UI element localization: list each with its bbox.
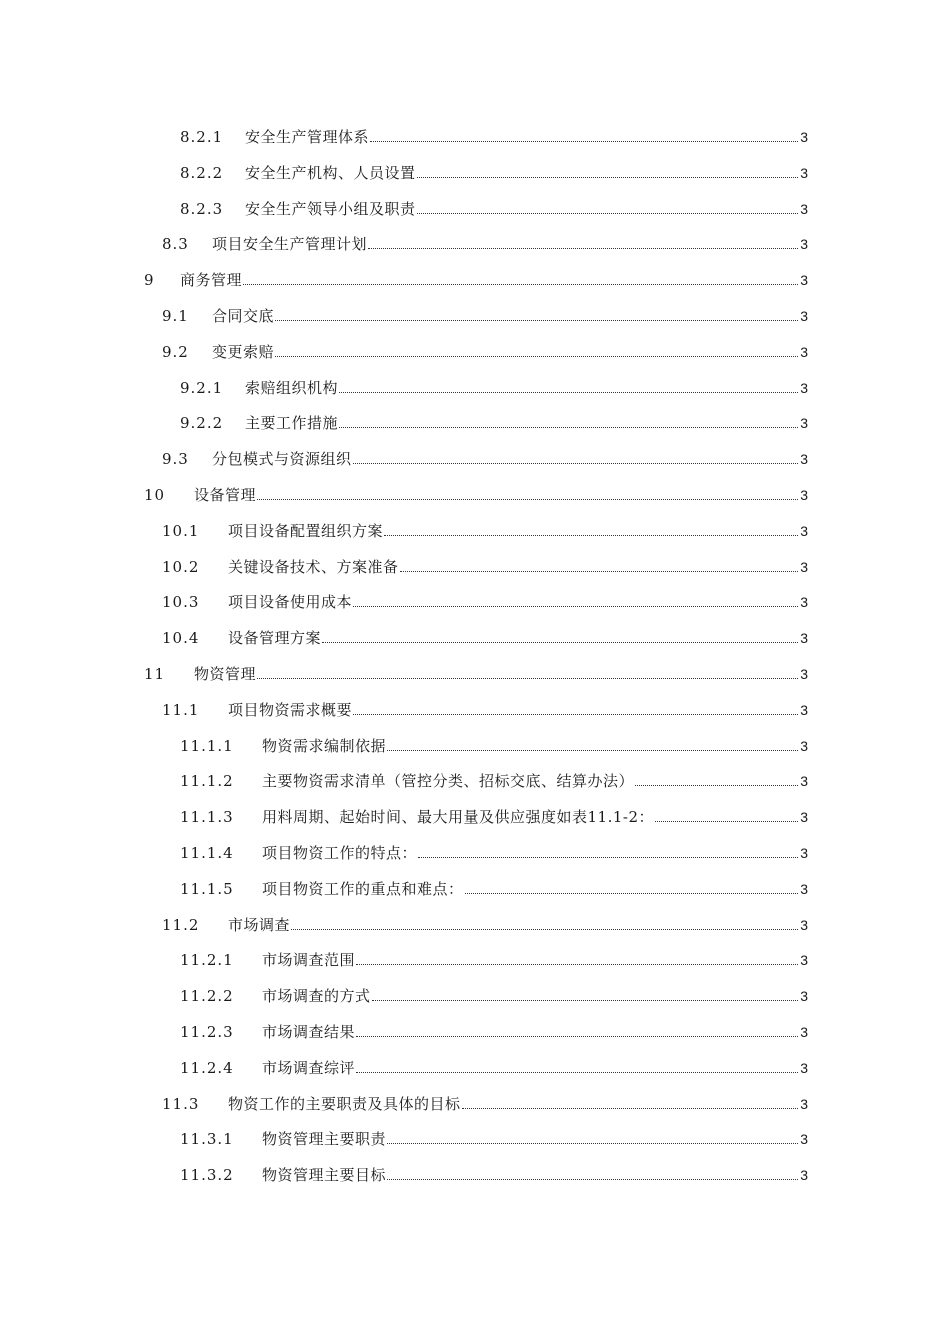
toc-entry-page-number: 3 — [800, 486, 808, 503]
toc-entry-number: 11.1.5 — [180, 879, 234, 898]
toc-entry-page-number: 3 — [800, 307, 808, 324]
toc-entry[interactable] — [0, 118, 950, 154]
toc-entry-page-number: 3 — [800, 737, 808, 754]
toc-entry-title: 市场调查结果 — [262, 1022, 356, 1041]
toc-entry[interactable] — [0, 977, 950, 1013]
toc-entry[interactable] — [0, 906, 950, 942]
toc-entry[interactable] — [0, 834, 950, 870]
toc-dot-leader — [257, 499, 798, 500]
toc-entry-line — [180, 1057, 808, 1078]
toc-entry-title: 设备管理 — [194, 485, 257, 504]
toc-entry-page-number: 3 — [800, 379, 808, 396]
toc-entry-page-number: 3 — [800, 236, 808, 253]
toc-entry-page-number: 3 — [800, 558, 808, 575]
toc-dot-leader — [635, 785, 798, 786]
toc-dot-leader — [417, 177, 799, 178]
toc-entry[interactable] — [0, 369, 950, 405]
toc-entry-line — [180, 842, 808, 863]
toc-entry-page-number: 3 — [800, 451, 808, 468]
toc-entry-title: 物资工作的主要职责及具体的目标 — [228, 1094, 461, 1113]
toc-entry-title: 物资管理主要职责 — [262, 1130, 387, 1149]
toc-entry-number: 10.3 — [162, 593, 200, 612]
toc-entry-title: 索赔组织机构 — [245, 378, 339, 397]
table-of-contents — [0, 118, 950, 1192]
toc-entry-number: 11.3.2 — [180, 1166, 234, 1185]
toc-dot-leader — [339, 427, 798, 428]
toc-entry-line — [180, 949, 808, 970]
toc-dot-leader — [387, 1143, 798, 1144]
toc-dot-leader — [372, 1000, 799, 1001]
toc-entry-page-number: 3 — [800, 594, 808, 611]
toc-entry-title: 项目设备使用成本 — [228, 593, 353, 612]
toc-entry[interactable] — [0, 655, 950, 691]
toc-entry-line — [180, 198, 808, 219]
toc-entry-page-number: 3 — [800, 522, 808, 539]
toc-dot-leader — [353, 463, 799, 464]
toc-entry-line — [180, 126, 808, 147]
toc-entry-line — [162, 233, 808, 254]
toc-entry-line — [180, 1021, 808, 1042]
toc-entry-title: 市场调查范围 — [262, 951, 356, 970]
toc-entry-title: 设备管理方案 — [228, 629, 322, 648]
toc-entry-number: 8.2.2 — [180, 163, 224, 182]
toc-entry-title: 项目物资工作的特点： — [262, 843, 418, 862]
toc-entry-line — [180, 735, 808, 756]
toc-entry[interactable] — [0, 1085, 950, 1121]
toc-entry-number: 11.1 — [162, 700, 200, 719]
toc-entry-title: 物资管理主要目标 — [262, 1166, 387, 1185]
toc-entry-title: 市场调查 — [228, 915, 291, 934]
toc-dot-leader — [353, 606, 798, 607]
toc-dot-leader — [370, 141, 798, 142]
toc-entry-number: 8.2.1 — [180, 128, 224, 146]
toc-entry-number: 11.1.3 — [180, 808, 234, 827]
toc-entry-title: 主要物资需求清单（管控分类、招标交底、结算办法） — [262, 772, 635, 791]
toc-entry-number: 11.2.3 — [180, 1022, 234, 1041]
toc-entry-page-number: 3 — [800, 844, 808, 861]
toc-entry-page-number: 3 — [800, 916, 808, 933]
toc-entry-number: 11 — [144, 664, 166, 683]
toc-dot-leader — [387, 750, 798, 751]
toc-entry-page-number: 3 — [800, 164, 808, 181]
toc-entry-line — [162, 448, 808, 469]
toc-entry-page-number: 3 — [800, 773, 808, 790]
toc-entry-line — [144, 484, 808, 505]
toc-entry-number: 11.1.4 — [180, 843, 234, 862]
toc-entry-line — [180, 878, 808, 899]
toc-dot-leader — [400, 571, 799, 572]
toc-entry[interactable] — [0, 619, 950, 655]
toc-entry-title: 项目设备配置组织方案 — [228, 521, 384, 540]
toc-dot-leader — [384, 535, 798, 536]
toc-entry-title: 项目物资工作的重点和难点： — [262, 879, 464, 898]
toc-dot-leader — [417, 213, 799, 214]
toc-entry[interactable] — [0, 941, 950, 977]
toc-entry-title: 安全生产管理体系 — [245, 128, 370, 146]
toc-dot-leader — [368, 248, 798, 249]
toc-entry-number: 11.2 — [162, 915, 200, 934]
toc-dot-leader — [387, 1179, 798, 1180]
toc-entry-page-number: 3 — [800, 272, 808, 289]
toc-entry-line — [180, 162, 808, 183]
toc-dot-leader — [465, 893, 799, 894]
toc-entry-title: 关键设备技术、方案准备 — [228, 557, 399, 576]
toc-entry-page-number: 3 — [800, 630, 808, 647]
toc-dot-leader — [356, 1036, 798, 1037]
toc-entry-page-number: 3 — [800, 129, 808, 145]
toc-entry-page-number: 3 — [800, 701, 808, 718]
toc-entry[interactable] — [0, 1120, 950, 1156]
toc-entry-line — [180, 377, 808, 398]
toc-entry-line — [162, 341, 808, 362]
toc-entry[interactable] — [0, 798, 950, 834]
toc-dot-leader — [655, 821, 798, 822]
toc-entry-title: 主要工作措施 — [245, 414, 339, 433]
toc-entry-title: 商务管理 — [180, 271, 243, 290]
toc-entry[interactable] — [0, 261, 950, 297]
toc-entry[interactable] — [0, 727, 950, 763]
toc-entry[interactable] — [0, 548, 950, 584]
toc-entry-number: 11.2.2 — [180, 987, 234, 1006]
toc-entry-title: 物资管理 — [194, 664, 257, 683]
toc-entry-line — [180, 1164, 808, 1185]
toc-entry-page-number: 3 — [800, 988, 808, 1005]
toc-entry-number: 11.1.2 — [180, 772, 234, 791]
toc-entry-number: 11.2.1 — [180, 951, 234, 970]
toc-dot-leader — [257, 678, 798, 679]
toc-entry[interactable] — [0, 297, 950, 333]
toc-entry-number: 10.1 — [162, 521, 200, 540]
toc-entry[interactable] — [0, 404, 950, 440]
toc-dot-leader — [356, 964, 798, 965]
toc-entry-line — [180, 985, 808, 1006]
toc-entry-number: 11.3.1 — [180, 1130, 234, 1149]
toc-entry[interactable] — [0, 1013, 950, 1049]
toc-entry-page-number: 3 — [800, 200, 808, 217]
toc-entry-number: 8.3 — [162, 235, 189, 254]
toc-entry-page-number: 3 — [800, 1095, 808, 1112]
toc-entry-title: 用料周期、起始时间、最大用量及供应强度如表11.1-2： — [262, 808, 655, 827]
toc-entry[interactable] — [0, 476, 950, 512]
toc-entry-number: 11.2.4 — [180, 1058, 234, 1077]
toc-entry-title: 项目安全生产管理计划 — [212, 235, 368, 254]
toc-dot-leader — [418, 857, 798, 858]
toc-entry-page-number: 3 — [800, 415, 808, 432]
toc-entry-title: 变更索赔 — [212, 342, 275, 361]
toc-entry-number: 9.2.2 — [180, 414, 224, 433]
toc-entry-line — [162, 591, 808, 612]
toc-entry[interactable] — [0, 1049, 950, 1085]
toc-dot-leader — [356, 1072, 798, 1073]
toc-entry-number: 10.2 — [162, 557, 200, 576]
toc-entry-line — [162, 1093, 808, 1114]
toc-entry[interactable] — [0, 512, 950, 548]
toc-dot-leader — [291, 929, 798, 930]
toc-entry-line — [162, 305, 808, 326]
toc-entry-number: 10.4 — [162, 629, 200, 648]
toc-entry-title: 安全生产机构、人员设置 — [245, 163, 416, 182]
toc-dot-leader — [322, 642, 798, 643]
toc-entry[interactable] — [0, 154, 950, 190]
toc-entry[interactable] — [0, 333, 950, 369]
toc-dot-leader — [462, 1108, 799, 1109]
toc-dot-leader — [339, 392, 798, 393]
toc-entry-title: 物资需求编制依据 — [262, 736, 387, 755]
toc-entry-page-number: 3 — [800, 809, 808, 826]
toc-entry-title: 安全生产领导小组及职责 — [245, 199, 416, 218]
toc-entry-number: 11.3 — [162, 1094, 200, 1113]
toc-entry-line — [162, 627, 808, 648]
toc-entry-number: 9.2 — [162, 342, 189, 361]
toc-entry-number: 8.2.3 — [180, 199, 224, 218]
toc-entry-line — [180, 412, 808, 433]
toc-entry-page-number: 3 — [800, 1167, 808, 1184]
toc-entry-line — [162, 556, 808, 577]
toc-entry-number: 10 — [144, 485, 166, 504]
toc-entry[interactable] — [0, 190, 950, 226]
toc-entry-number: 11.1.1 — [180, 736, 234, 755]
toc-dot-leader — [353, 714, 798, 715]
toc-entry-number: 9.2.1 — [180, 378, 224, 397]
toc-entry-line — [144, 663, 808, 684]
toc-entry-page-number: 3 — [800, 665, 808, 682]
toc-entry[interactable] — [0, 691, 950, 727]
toc-entry[interactable] — [0, 225, 950, 261]
toc-entry-page-number: 3 — [800, 952, 808, 969]
toc-entry-title: 市场调查综评 — [262, 1058, 356, 1077]
toc-entry[interactable] — [0, 1156, 950, 1192]
toc-entry-line — [162, 914, 808, 935]
toc-entry-page-number: 3 — [800, 1023, 808, 1040]
toc-entry-line — [162, 520, 808, 541]
toc-entry-page-number: 3 — [800, 1059, 808, 1076]
toc-entry-line — [162, 699, 808, 720]
toc-entry-title: 分包模式与资源组织 — [212, 450, 352, 469]
toc-entry-number: 9.1 — [162, 306, 189, 325]
toc-entry[interactable] — [0, 440, 950, 476]
toc-entry-line — [180, 1128, 808, 1149]
toc-dot-leader — [275, 356, 798, 357]
toc-entry-page-number: 3 — [800, 880, 808, 897]
toc-entry-number: 9.3 — [162, 450, 189, 469]
toc-entry-line — [180, 770, 808, 791]
toc-entry[interactable] — [0, 583, 950, 619]
toc-entry-number: 9 — [144, 271, 155, 290]
toc-entry-page-number: 3 — [800, 1131, 808, 1148]
toc-entry-title: 合同交底 — [212, 306, 275, 325]
toc-dot-leader — [243, 284, 798, 285]
toc-entry-line — [180, 806, 808, 827]
toc-entry[interactable] — [0, 762, 950, 798]
toc-entry-title: 项目物资需求概要 — [228, 700, 353, 719]
toc-dot-leader — [275, 320, 798, 321]
toc-entry-page-number: 3 — [800, 343, 808, 360]
toc-entry-line — [144, 269, 808, 290]
toc-entry-title: 市场调查的方式 — [262, 987, 371, 1006]
toc-entry[interactable] — [0, 870, 950, 906]
